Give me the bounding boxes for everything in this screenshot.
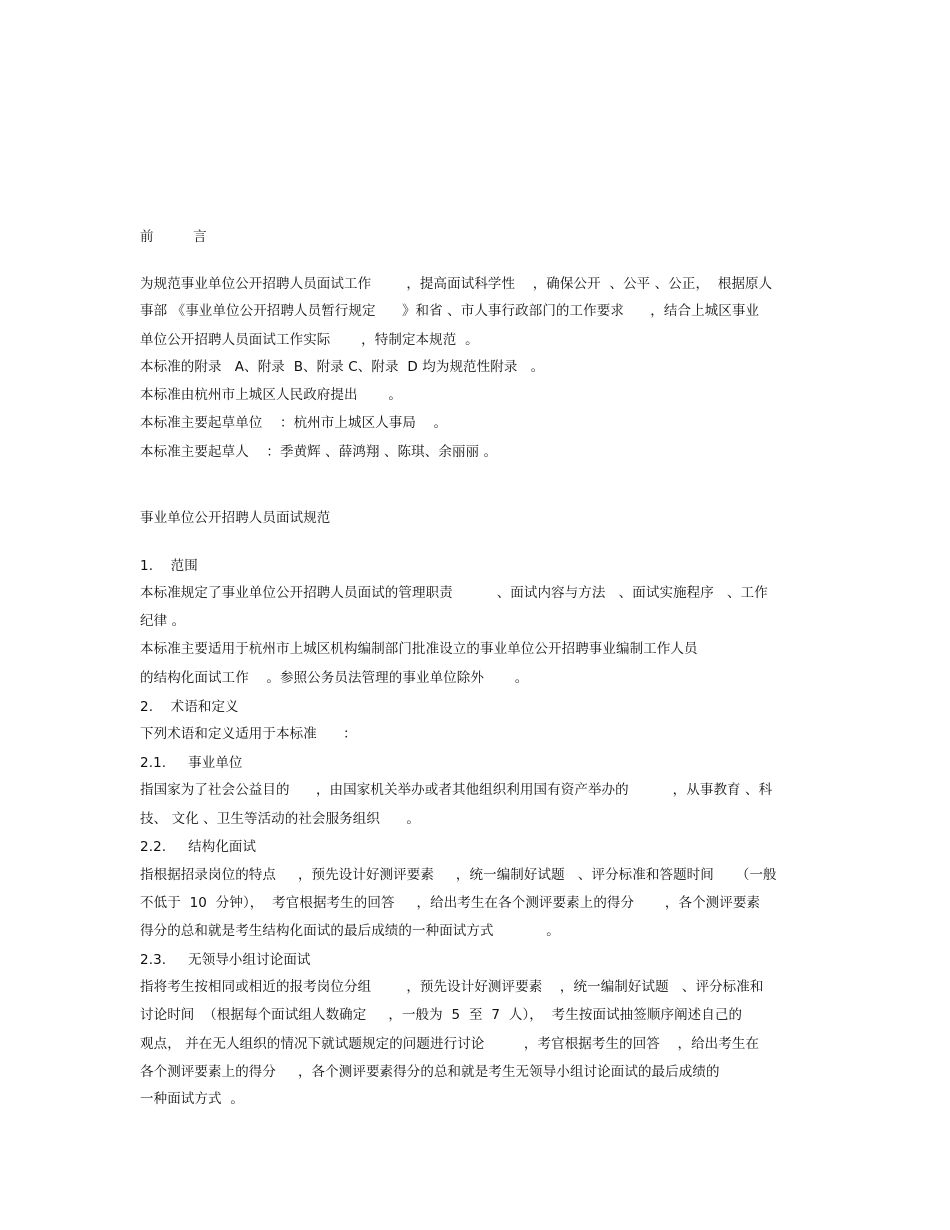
body-text-line: 指国家为了社会公益目的 ，由国家机关举办或者其他组织利用国有资产举办的 ，从事教育 、科 (140, 782, 773, 798)
subsection-heading-public-institution: 2.1. 事业单位 (140, 755, 243, 771)
body-text-line: 指根据招录岗位的特点 ，预先设计好测评要素 ，统一编制好试题 、评分标准和答题时间 （一般 (140, 867, 777, 883)
body-text-line: 不低于 10 分钟）， 考官根据考生的回答 ，给出考生在各个测评要素上的得分 ，各个测评要素 (140, 895, 761, 911)
body-text-line: 得分的总和就是考生结构化面试的最后成绩的一种面试方式 。 (140, 923, 560, 939)
body-text-line: 本标准主要适用于杭州市上城区机构编制部门批准设立的事业单位公开招聘事业编制工作人员 (140, 641, 698, 657)
body-text-line: 观点， 并在无人组织的情况下就试题规定的问题进行讨论 ，考官根据考生的回答 ，给出考生在 (140, 1036, 760, 1052)
body-text-line: 纪律 。 (140, 613, 186, 629)
subsection-heading-structured-interview: 2.2. 结构化面试 (140, 839, 257, 855)
preface-paragraph-line: 单位公开招聘人员面试工作实际 ，特制定本规范 。 (140, 332, 479, 348)
body-text-line: 本标准规定了事业单位公开招聘人员面试的管理职责 、面试内容与方法 、面试实施程序 、工作 (140, 585, 768, 601)
document-title: 事业单位公开招聘人员面试规范 (140, 510, 331, 526)
preface-paragraph-line: 为规范事业单位公开招聘人员面试工作 ，提高面试科学性 ，确保公开 、公平 、公正， 根据原人 (140, 276, 773, 292)
drafting-unit-statement: 本标准主要起草单位 ：杭州市上城区人事局 。 (140, 415, 448, 431)
body-text-line: 一种面试方式 。 (140, 1091, 244, 1107)
preface-paragraph-line: 事部 《事业单位公开招聘人员暂行规定 》和省 、市人事行政部门的工作要求 ，结合上城区事业 (140, 303, 760, 319)
subsection-heading-leaderless-group: 2.3. 无领导小组讨论面试 (140, 952, 311, 968)
section-heading-terms: 2. 术语和定义 (140, 699, 239, 715)
body-text-line: 各个测评要素上的得分 ，各个测评要素得分的总和就是考生无领导小组讨论面试的最后成绩的 (140, 1064, 720, 1080)
body-text-line: 技、 文化 、卫生等活动的社会服务组织 。 (140, 811, 420, 827)
appendix-statement: 本标准的附录 A、附录 B、附录 C、附录 D 均为规范性附录 。 (140, 359, 545, 375)
body-text-line: 的结构化面试工作 。参照公务员法管理的事业单位除外 。 (140, 670, 529, 686)
section-heading-scope: 1. 范围 (140, 558, 198, 574)
drafters-statement: 本标准主要起草人 ：季黄辉 、薛鸿翔 、陈琪、余丽丽 。 (140, 444, 498, 460)
body-text-line: 讨论时间 （根据每个面试组人数确定 ，一般为 5 至 7 人）， 考生按面试抽签顺序阐述自己的 (140, 1007, 743, 1023)
preface-title: 前 言 (140, 229, 207, 245)
body-text-line: 下列术语和定义适用于本标准 ： (140, 726, 357, 742)
proposer-statement: 本标准由杭州市上城区人民政府提出 。 (140, 387, 402, 403)
body-text-line: 指将考生按相同或相近的报考岗位分组 ，预先设计好测评要素 ，统一编制好试题 、评分标准和 (140, 979, 764, 995)
